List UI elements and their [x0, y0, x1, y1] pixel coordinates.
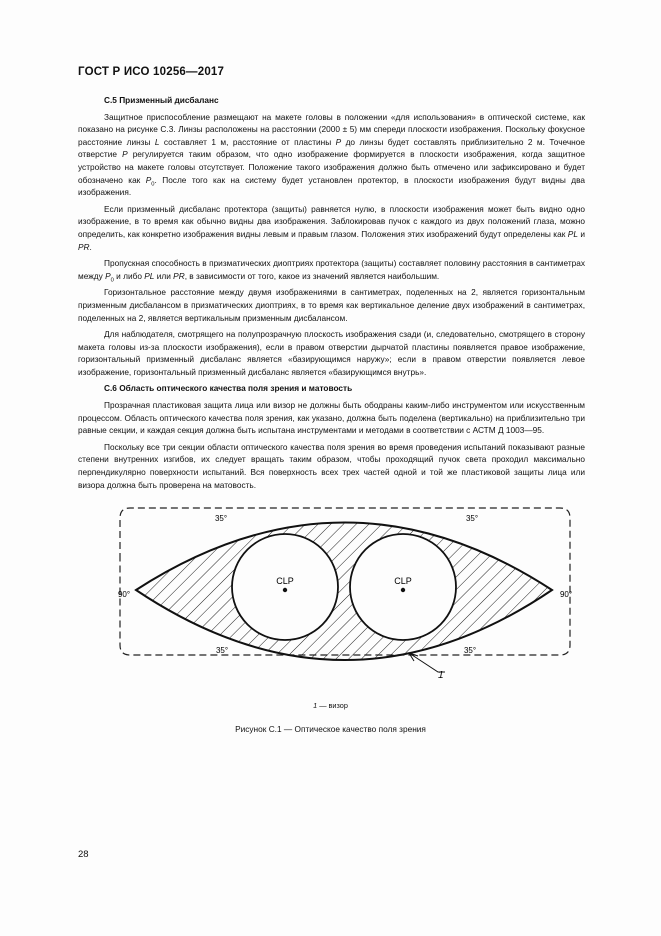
paragraph: Пропускная способность в призматических диоптриях протектора (защиты) составляет половину расстояния в сантиметрах между $P_0$ и либо PL или PR, в зависимости от того, какое из значений является наибольшим. [78, 258, 585, 284]
visor-lens [136, 523, 552, 661]
section-c5-heading: C.5 Призменный дисбаланс [104, 95, 219, 105]
clp-left-point [283, 588, 287, 592]
document-body [78, 94, 585, 491]
visor-figure [100, 500, 590, 700]
angle-label: 35° [463, 646, 477, 655]
angle-label: 35° [214, 514, 228, 523]
clp-right-point [401, 588, 405, 592]
clp-left-label: CLP [276, 576, 294, 586]
paragraph: Защитное приспособление размещают на макете головы в положении «для использования» в оптической системе, как показано на рисунке С.3. Линзы расположены на расстоянии (2000 ± 5) мм спереди плоскости изображения. Поскольку фокусное расстояние линзы L составляет 1 м, расстояние от пластины P до линзы будет составлять приблизительно 2 м. Точечное отверстие P регулируется таким образом, что одно изображение формируется в плоскости изображения, когда защитное устройство на макете головы отсутствует. Положение такого изображения должно быть отмечено или зафиксировано и будет обозначено как $P_0$. После того как на систему будет установлен протектор, в плоскости изображения будут видны два изображения. [78, 111, 585, 198]
angle-label: 35° [215, 646, 229, 655]
paragraph: Если призменный дисбаланс протектора (защиты) равняется нулю, в плоскости изображения может быть видно одно изображение, в то время как обычно видны два изображения. Заблокировав пучок с каждого из двух положений глаза, можно определить, как конкретно изображения видны левым и правым глазом. Положения этих изображений будут определены как PL и PR. [78, 203, 585, 252]
paragraph: Поскольку все три секции области оптического качества поля зрения во время проведения испытаний показывают разные степени внутренних изгибов, их следует вращать таким образом, чтобы проходящий пучок света проходил максимально перпендикулярно поверхности испытаний. Вся поверхность всех трех частей одной и той же пластиковой защиты лица или визора должна быть проверена на матовость. [78, 441, 585, 490]
clp-right-label: CLP [394, 576, 412, 586]
figure-legend: 1 — визор [313, 701, 348, 710]
document-header: ГОСТ Р ИСО 10256—2017 [78, 66, 225, 78]
page-number: 28 [78, 849, 89, 860]
section-c6-heading: C.6 Область оптического качества поля зрения и матовость [104, 383, 353, 394]
angle-label: 35° [465, 514, 479, 523]
callout-number: 1 [438, 670, 444, 681]
angle-label: 90° [559, 590, 573, 599]
paragraph: Прозрачная пластиковая защита лица или визор не должны быть ободраны каким-либо инструментом или искусственным процессом. Область оптического качества поля зрения, как указано, должна быть поделена (вертикально) на приблизительно три равные секции, и каждая секция должна быть испытана инструментами и методами в соответствии с АСТМ Д 1003—95. [78, 400, 585, 436]
angle-label: 90° [117, 590, 131, 599]
paragraph: Горизонтальное расстояние между двумя изображениями в сантиметрах, поделенных на 2, является горизонтальным призменным дисбалансом в призматических диоптриях, в то время как вертикальное деление двух изображений в сантиметрах, поделенных на 2, является вертикальным призменным дисбалансом. [78, 287, 585, 323]
figure-caption: Рисунок С.1 — Оптическое качество поля зрения [235, 724, 426, 734]
paragraph: Для наблюдателя, смотрящего на полупрозрачную плоскость изображения сзади (и, следовательно, смотрящего в сторону макета головы из-за плоскости изображения), если в правом отверстии дырчатой пластины появляется правое изображение, горизонтальный призменный дисбаланс является «базирующимся наружу»; если в правом отверстии появляется левое изображение, горизонтальный призменный дисбаланс является «базирующимся внутрь». [78, 329, 585, 377]
